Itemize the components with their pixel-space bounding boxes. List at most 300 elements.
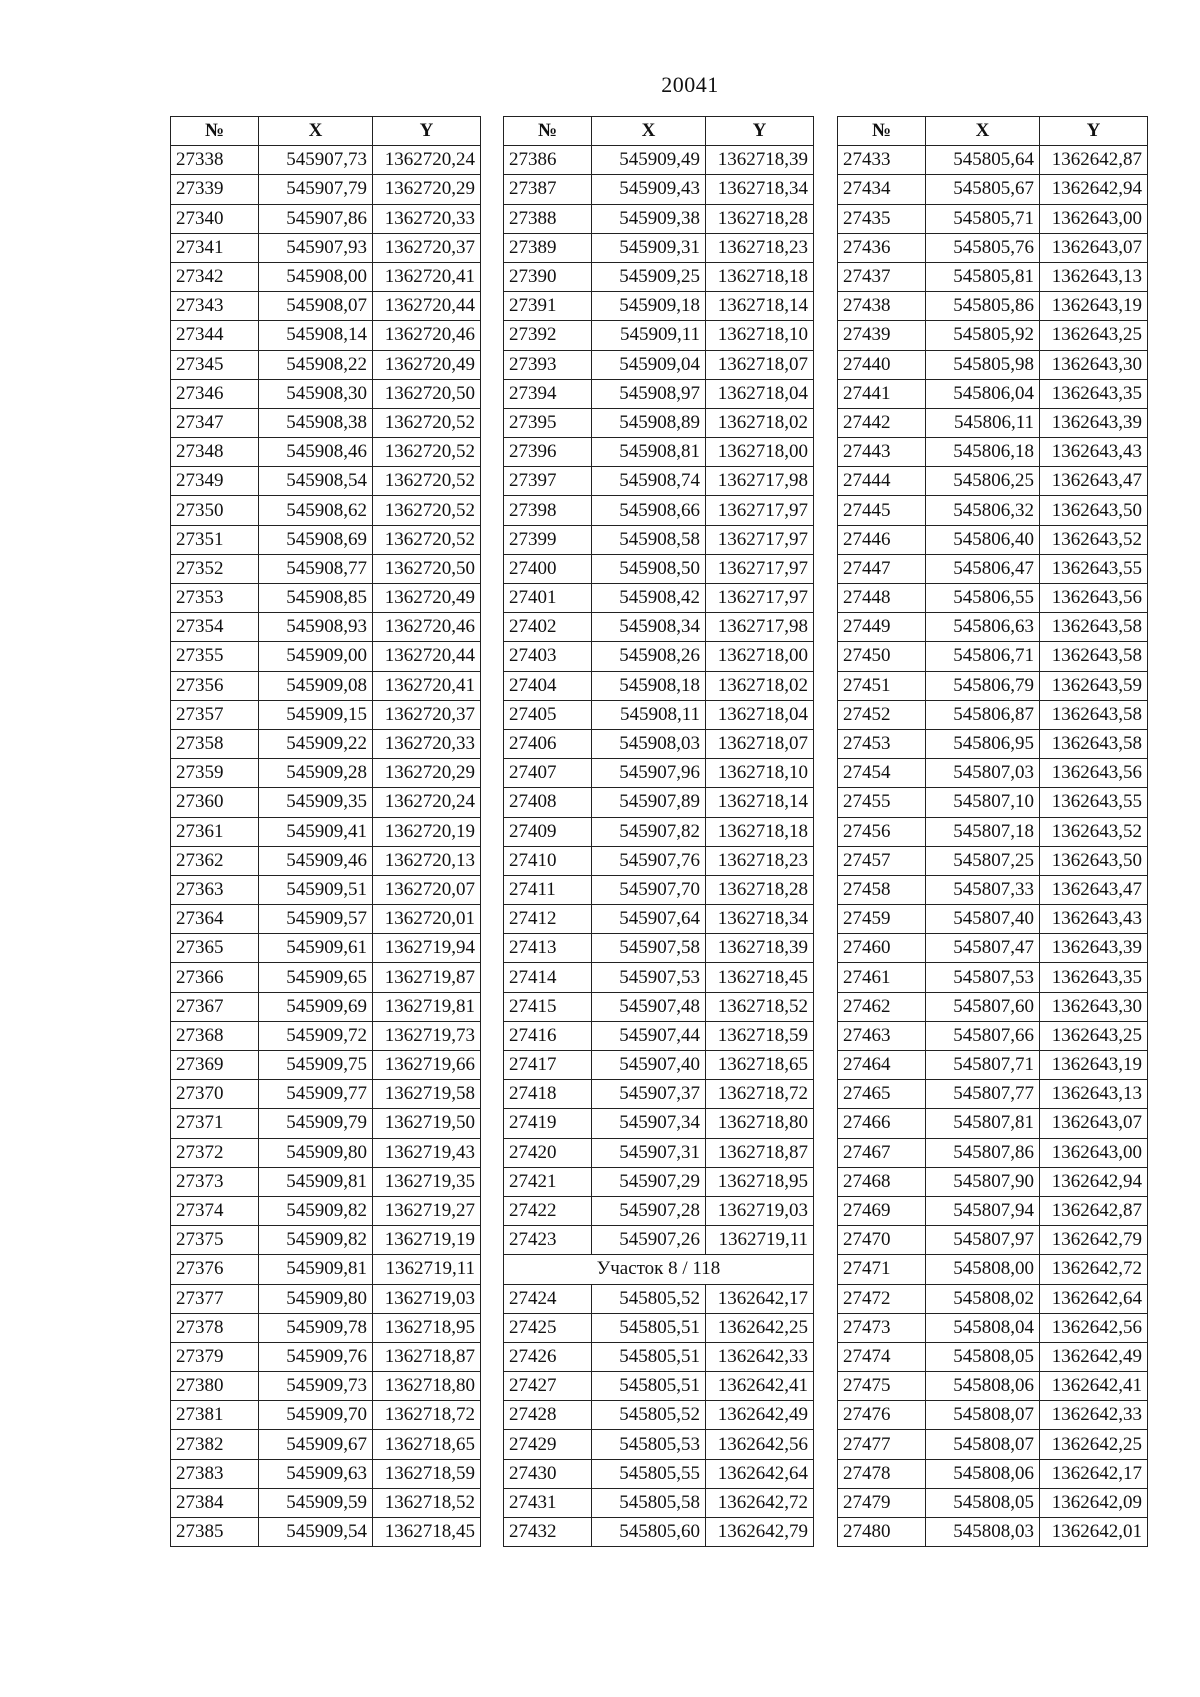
x-coordinate: 545806,47: [926, 554, 1040, 583]
table-row: [171, 554, 481, 583]
y-coordinate: 1362720,37: [373, 233, 481, 262]
y-coordinate: 1362718,10: [706, 321, 814, 350]
point-number: 27420: [504, 1138, 592, 1167]
x-coordinate: 545909,63: [259, 1459, 373, 1488]
y-coordinate: 1362718,18: [706, 817, 814, 846]
x-coordinate: 545908,62: [259, 496, 373, 525]
x-coordinate: 545909,43: [592, 175, 706, 204]
table-row: [838, 1459, 1148, 1488]
x-coordinate: 545907,96: [592, 759, 706, 788]
section-row: [504, 1255, 814, 1284]
y-coordinate: 1362720,07: [373, 875, 481, 904]
point-number: 27464: [838, 1051, 926, 1080]
point-number: 27350: [171, 496, 259, 525]
x-coordinate: 545805,51: [592, 1342, 706, 1371]
point-number: 27447: [838, 554, 926, 583]
y-coordinate: 1362642,33: [706, 1342, 814, 1371]
x-coordinate: 545908,58: [592, 525, 706, 554]
point-number: 27338: [171, 146, 259, 175]
table-row: [838, 1430, 1148, 1459]
point-number: 27347: [171, 408, 259, 437]
x-coordinate: 545909,61: [259, 934, 373, 963]
x-coordinate: 545909,72: [259, 1021, 373, 1050]
x-coordinate: 545908,38: [259, 408, 373, 437]
table-row: [504, 1342, 814, 1371]
table-row: [838, 1226, 1148, 1255]
point-number: 27363: [171, 875, 259, 904]
point-number: 27406: [504, 729, 592, 758]
y-coordinate: 1362718,52: [373, 1488, 481, 1517]
y-coordinate: 1362643,39: [1040, 934, 1148, 963]
point-number: 27378: [171, 1313, 259, 1342]
x-coordinate: 545907,29: [592, 1167, 706, 1196]
point-number: 27471: [838, 1255, 926, 1284]
y-coordinate: 1362642,79: [706, 1518, 814, 1547]
table-row: [504, 1518, 814, 1547]
y-coordinate: 1362720,52: [373, 408, 481, 437]
y-coordinate: 1362717,98: [706, 613, 814, 642]
y-coordinate: 1362720,37: [373, 700, 481, 729]
point-number: 27469: [838, 1196, 926, 1225]
point-number: 27365: [171, 934, 259, 963]
point-number: 27419: [504, 1109, 592, 1138]
point-number: 27372: [171, 1138, 259, 1167]
point-number: 27449: [838, 613, 926, 642]
x-coordinate: 545806,87: [926, 700, 1040, 729]
point-number: 27433: [838, 146, 926, 175]
table-row: [504, 846, 814, 875]
y-coordinate: 1362643,47: [1040, 875, 1148, 904]
x-coordinate: 545807,66: [926, 1021, 1040, 1050]
x-coordinate: 545806,71: [926, 642, 1040, 671]
table-row: [504, 1051, 814, 1080]
y-coordinate: 1362718,07: [706, 729, 814, 758]
y-coordinate: 1362643,19: [1040, 1051, 1148, 1080]
table-row: [838, 408, 1148, 437]
y-coordinate: 1362717,97: [706, 584, 814, 613]
point-number: 27367: [171, 992, 259, 1021]
point-number: 27465: [838, 1080, 926, 1109]
x-coordinate: 545907,28: [592, 1196, 706, 1225]
y-coordinate: 1362642,94: [1040, 1167, 1148, 1196]
x-coordinate: 545908,42: [592, 584, 706, 613]
y-coordinate: 1362642,72: [706, 1488, 814, 1517]
table-row: [838, 759, 1148, 788]
y-coordinate: 1362642,49: [706, 1401, 814, 1430]
table-row: [171, 467, 481, 496]
x-coordinate: 545908,54: [259, 467, 373, 496]
x-coordinate: 545908,93: [259, 613, 373, 642]
table-row: [171, 963, 481, 992]
y-coordinate: 1362643,35: [1040, 963, 1148, 992]
x-coordinate: 545909,82: [259, 1226, 373, 1255]
x-coordinate: 545909,57: [259, 905, 373, 934]
table-row: [838, 817, 1148, 846]
table-row: [838, 262, 1148, 291]
x-coordinate: 545805,92: [926, 321, 1040, 350]
coordinates-table-1: [170, 116, 481, 1547]
y-coordinate: 1362718,18: [706, 262, 814, 291]
table-row: [171, 1109, 481, 1138]
table-header-row: [838, 117, 1148, 146]
point-number: 27353: [171, 584, 259, 613]
point-number: 27437: [838, 262, 926, 291]
x-coordinate: 545909,73: [259, 1372, 373, 1401]
y-coordinate: 1362718,34: [706, 905, 814, 934]
table-row: [171, 905, 481, 934]
y-coordinate: 1362642,56: [706, 1430, 814, 1459]
table-row: [838, 1518, 1148, 1547]
table-row: [838, 700, 1148, 729]
y-coordinate: 1362642,49: [1040, 1342, 1148, 1371]
x-coordinate: 545909,82: [259, 1196, 373, 1225]
section-label: Участок 8 / 118: [504, 1255, 814, 1284]
table-row: [504, 204, 814, 233]
y-coordinate: 1362720,46: [373, 321, 481, 350]
x-coordinate: 545909,79: [259, 1109, 373, 1138]
point-number: 27446: [838, 525, 926, 554]
point-number: 27387: [504, 175, 592, 204]
x-coordinate: 545907,64: [592, 905, 706, 934]
x-coordinate: 545909,75: [259, 1051, 373, 1080]
y-coordinate: 1362642,09: [1040, 1488, 1148, 1517]
table-row: [504, 350, 814, 379]
header-x: X: [259, 117, 373, 146]
y-coordinate: 1362719,19: [373, 1226, 481, 1255]
point-number: 27430: [504, 1459, 592, 1488]
y-coordinate: 1362643,30: [1040, 350, 1148, 379]
x-coordinate: 545807,97: [926, 1226, 1040, 1255]
table-header-row: [171, 117, 481, 146]
y-coordinate: 1362718,52: [706, 992, 814, 1021]
y-coordinate: 1362719,73: [373, 1021, 481, 1050]
header-y: Y: [1040, 117, 1148, 146]
point-number: 27475: [838, 1372, 926, 1401]
table-row: [171, 408, 481, 437]
y-coordinate: 1362643,25: [1040, 1021, 1148, 1050]
point-number: 27376: [171, 1255, 259, 1284]
y-coordinate: 1362643,07: [1040, 233, 1148, 262]
x-coordinate: 545908,14: [259, 321, 373, 350]
x-coordinate: 545909,31: [592, 233, 706, 262]
x-coordinate: 545807,81: [926, 1109, 1040, 1138]
y-coordinate: 1362718,04: [706, 700, 814, 729]
y-coordinate: 1362643,52: [1040, 817, 1148, 846]
y-coordinate: 1362719,43: [373, 1138, 481, 1167]
y-coordinate: 1362643,56: [1040, 584, 1148, 613]
table-row: [838, 1109, 1148, 1138]
table-row: [838, 642, 1148, 671]
header-number: №: [171, 117, 259, 146]
y-coordinate: 1362719,03: [706, 1196, 814, 1225]
table-row: [838, 934, 1148, 963]
x-coordinate: 545909,54: [259, 1518, 373, 1547]
y-coordinate: 1362643,58: [1040, 642, 1148, 671]
x-coordinate: 545908,50: [592, 554, 706, 583]
table-row: [504, 584, 814, 613]
header-x: X: [592, 117, 706, 146]
x-coordinate: 545909,25: [592, 262, 706, 291]
point-number: 27473: [838, 1313, 926, 1342]
table-row: [504, 1080, 814, 1109]
point-number: 27359: [171, 759, 259, 788]
point-number: 27375: [171, 1226, 259, 1255]
point-number: 27382: [171, 1430, 259, 1459]
table-row: [171, 262, 481, 291]
point-number: 27414: [504, 963, 592, 992]
y-coordinate: 1362719,11: [706, 1226, 814, 1255]
table-row: [171, 992, 481, 1021]
point-number: 27436: [838, 233, 926, 262]
table-row: [171, 1080, 481, 1109]
x-coordinate: 545908,85: [259, 584, 373, 613]
x-coordinate: 545908,66: [592, 496, 706, 525]
table-row: [504, 1167, 814, 1196]
table-row: [838, 613, 1148, 642]
table-row: [171, 1488, 481, 1517]
y-coordinate: 1362643,39: [1040, 408, 1148, 437]
y-coordinate: 1362642,94: [1040, 175, 1148, 204]
x-coordinate: 545909,65: [259, 963, 373, 992]
point-number: 27374: [171, 1196, 259, 1225]
x-coordinate: 545909,80: [259, 1138, 373, 1167]
table-row: [171, 1430, 481, 1459]
table-row: [504, 817, 814, 846]
x-coordinate: 545909,35: [259, 788, 373, 817]
x-coordinate: 545908,74: [592, 467, 706, 496]
point-number: 27348: [171, 438, 259, 467]
table-row: [171, 700, 481, 729]
y-coordinate: 1362717,98: [706, 467, 814, 496]
point-number: 27396: [504, 438, 592, 467]
y-coordinate: 1362718,95: [373, 1313, 481, 1342]
table-row: [171, 1342, 481, 1371]
coordinates-table-3: [837, 116, 1148, 1547]
point-number: 27438: [838, 292, 926, 321]
y-coordinate: 1362642,72: [1040, 1255, 1148, 1284]
x-coordinate: 545908,00: [259, 262, 373, 291]
point-number: 27451: [838, 671, 926, 700]
table-row: [838, 1255, 1148, 1284]
point-number: 27474: [838, 1342, 926, 1371]
table-row: [171, 1284, 481, 1313]
y-coordinate: 1362642,79: [1040, 1226, 1148, 1255]
x-coordinate: 545806,25: [926, 467, 1040, 496]
table-row: [838, 905, 1148, 934]
x-coordinate: 545805,55: [592, 1459, 706, 1488]
y-coordinate: 1362718,10: [706, 759, 814, 788]
x-coordinate: 545908,30: [259, 379, 373, 408]
y-coordinate: 1362720,33: [373, 204, 481, 233]
x-coordinate: 545908,18: [592, 671, 706, 700]
point-number: 27458: [838, 875, 926, 904]
x-coordinate: 545907,76: [592, 846, 706, 875]
table-row: [838, 1372, 1148, 1401]
table-row: [504, 759, 814, 788]
table-row: [171, 642, 481, 671]
point-number: 27361: [171, 817, 259, 846]
table-row: [171, 1196, 481, 1225]
y-coordinate: 1362643,50: [1040, 846, 1148, 875]
table-row: [504, 467, 814, 496]
y-coordinate: 1362720,41: [373, 262, 481, 291]
table-row: [838, 379, 1148, 408]
y-coordinate: 1362642,56: [1040, 1313, 1148, 1342]
x-coordinate: 545808,05: [926, 1342, 1040, 1371]
point-number: 27453: [838, 729, 926, 758]
y-coordinate: 1362642,64: [706, 1459, 814, 1488]
y-coordinate: 1362720,41: [373, 671, 481, 700]
point-number: 27421: [504, 1167, 592, 1196]
point-number: 27407: [504, 759, 592, 788]
y-coordinate: 1362643,55: [1040, 554, 1148, 583]
x-coordinate: 545909,38: [592, 204, 706, 233]
point-number: 27355: [171, 642, 259, 671]
y-coordinate: 1362720,52: [373, 438, 481, 467]
table-row: [504, 992, 814, 1021]
y-coordinate: 1362643,59: [1040, 671, 1148, 700]
point-number: 27352: [171, 554, 259, 583]
table-row: [171, 175, 481, 204]
table-row: [504, 262, 814, 291]
table-row: [504, 175, 814, 204]
table-row: [504, 438, 814, 467]
y-coordinate: 1362717,97: [706, 525, 814, 554]
point-number: 27415: [504, 992, 592, 1021]
y-coordinate: 1362720,29: [373, 175, 481, 204]
x-coordinate: 545909,28: [259, 759, 373, 788]
y-coordinate: 1362720,44: [373, 642, 481, 671]
table-row: [171, 1313, 481, 1342]
x-coordinate: 545908,69: [259, 525, 373, 554]
x-coordinate: 545808,07: [926, 1430, 1040, 1459]
table-row: [838, 146, 1148, 175]
point-number: 27463: [838, 1021, 926, 1050]
table-row: [171, 1167, 481, 1196]
header-y: Y: [706, 117, 814, 146]
x-coordinate: 545805,64: [926, 146, 1040, 175]
point-number: 27339: [171, 175, 259, 204]
table-row: [171, 788, 481, 817]
point-number: 27444: [838, 467, 926, 496]
y-coordinate: 1362718,87: [706, 1138, 814, 1167]
x-coordinate: 545908,03: [592, 729, 706, 758]
table-row: [838, 1196, 1148, 1225]
table-row: [838, 525, 1148, 554]
point-number: 27390: [504, 262, 592, 291]
x-coordinate: 545908,46: [259, 438, 373, 467]
table-row: [838, 1401, 1148, 1430]
x-coordinate: 545909,22: [259, 729, 373, 758]
table-row: [171, 233, 481, 262]
point-number: 27442: [838, 408, 926, 437]
y-coordinate: 1362718,45: [373, 1518, 481, 1547]
x-coordinate: 545907,37: [592, 1080, 706, 1109]
table-row: [504, 963, 814, 992]
table-row: [504, 554, 814, 583]
y-coordinate: 1362718,04: [706, 379, 814, 408]
table-row: [171, 875, 481, 904]
table-row: [504, 729, 814, 758]
table-row: [171, 292, 481, 321]
x-coordinate: 545808,06: [926, 1372, 1040, 1401]
table-row: [504, 1401, 814, 1430]
y-coordinate: 1362718,95: [706, 1167, 814, 1196]
y-coordinate: 1362718,45: [706, 963, 814, 992]
y-coordinate: 1362718,65: [706, 1051, 814, 1080]
point-number: 27345: [171, 350, 259, 379]
y-coordinate: 1362720,46: [373, 613, 481, 642]
point-number: 27477: [838, 1430, 926, 1459]
y-coordinate: 1362717,97: [706, 554, 814, 583]
x-coordinate: 545806,55: [926, 584, 1040, 613]
table-row: [171, 1051, 481, 1080]
table-row: [838, 963, 1148, 992]
x-coordinate: 545805,67: [926, 175, 1040, 204]
table-row: [504, 875, 814, 904]
x-coordinate: 545909,15: [259, 700, 373, 729]
table-row: [171, 1518, 481, 1547]
x-coordinate: 545907,44: [592, 1021, 706, 1050]
x-coordinate: 545805,86: [926, 292, 1040, 321]
x-coordinate: 545808,06: [926, 1459, 1040, 1488]
y-coordinate: 1362719,27: [373, 1196, 481, 1225]
y-coordinate: 1362642,01: [1040, 1518, 1148, 1547]
point-number: 27425: [504, 1313, 592, 1342]
table-row: [171, 1021, 481, 1050]
point-number: 27370: [171, 1080, 259, 1109]
x-coordinate: 545909,41: [259, 817, 373, 846]
point-number: 27362: [171, 846, 259, 875]
point-number: 27369: [171, 1051, 259, 1080]
table-row: [838, 846, 1148, 875]
x-coordinate: 545909,81: [259, 1255, 373, 1284]
table-row: [838, 233, 1148, 262]
point-number: 27480: [838, 1518, 926, 1547]
x-coordinate: 545908,07: [259, 292, 373, 321]
x-coordinate: 545909,81: [259, 1167, 373, 1196]
y-coordinate: 1362642,41: [706, 1372, 814, 1401]
x-coordinate: 545907,40: [592, 1051, 706, 1080]
point-number: 27379: [171, 1342, 259, 1371]
y-coordinate: 1362719,11: [373, 1255, 481, 1284]
table-row: [838, 175, 1148, 204]
point-number: 27389: [504, 233, 592, 262]
point-number: 27373: [171, 1167, 259, 1196]
table-row: [171, 817, 481, 846]
x-coordinate: 545908,89: [592, 408, 706, 437]
x-coordinate: 545909,69: [259, 992, 373, 1021]
table-row: [838, 467, 1148, 496]
x-coordinate: 545909,78: [259, 1313, 373, 1342]
point-number: 27388: [504, 204, 592, 233]
point-number: 27380: [171, 1372, 259, 1401]
x-coordinate: 545908,26: [592, 642, 706, 671]
point-number: 27377: [171, 1284, 259, 1313]
y-coordinate: 1362720,01: [373, 905, 481, 934]
point-number: 27423: [504, 1226, 592, 1255]
point-number: 27392: [504, 321, 592, 350]
x-coordinate: 545908,22: [259, 350, 373, 379]
table-row: [838, 1051, 1148, 1080]
point-number: 27452: [838, 700, 926, 729]
y-coordinate: 1362720,24: [373, 788, 481, 817]
x-coordinate: 545807,77: [926, 1080, 1040, 1109]
point-number: 27476: [838, 1401, 926, 1430]
point-number: 27340: [171, 204, 259, 233]
x-coordinate: 545909,51: [259, 875, 373, 904]
point-number: 27434: [838, 175, 926, 204]
